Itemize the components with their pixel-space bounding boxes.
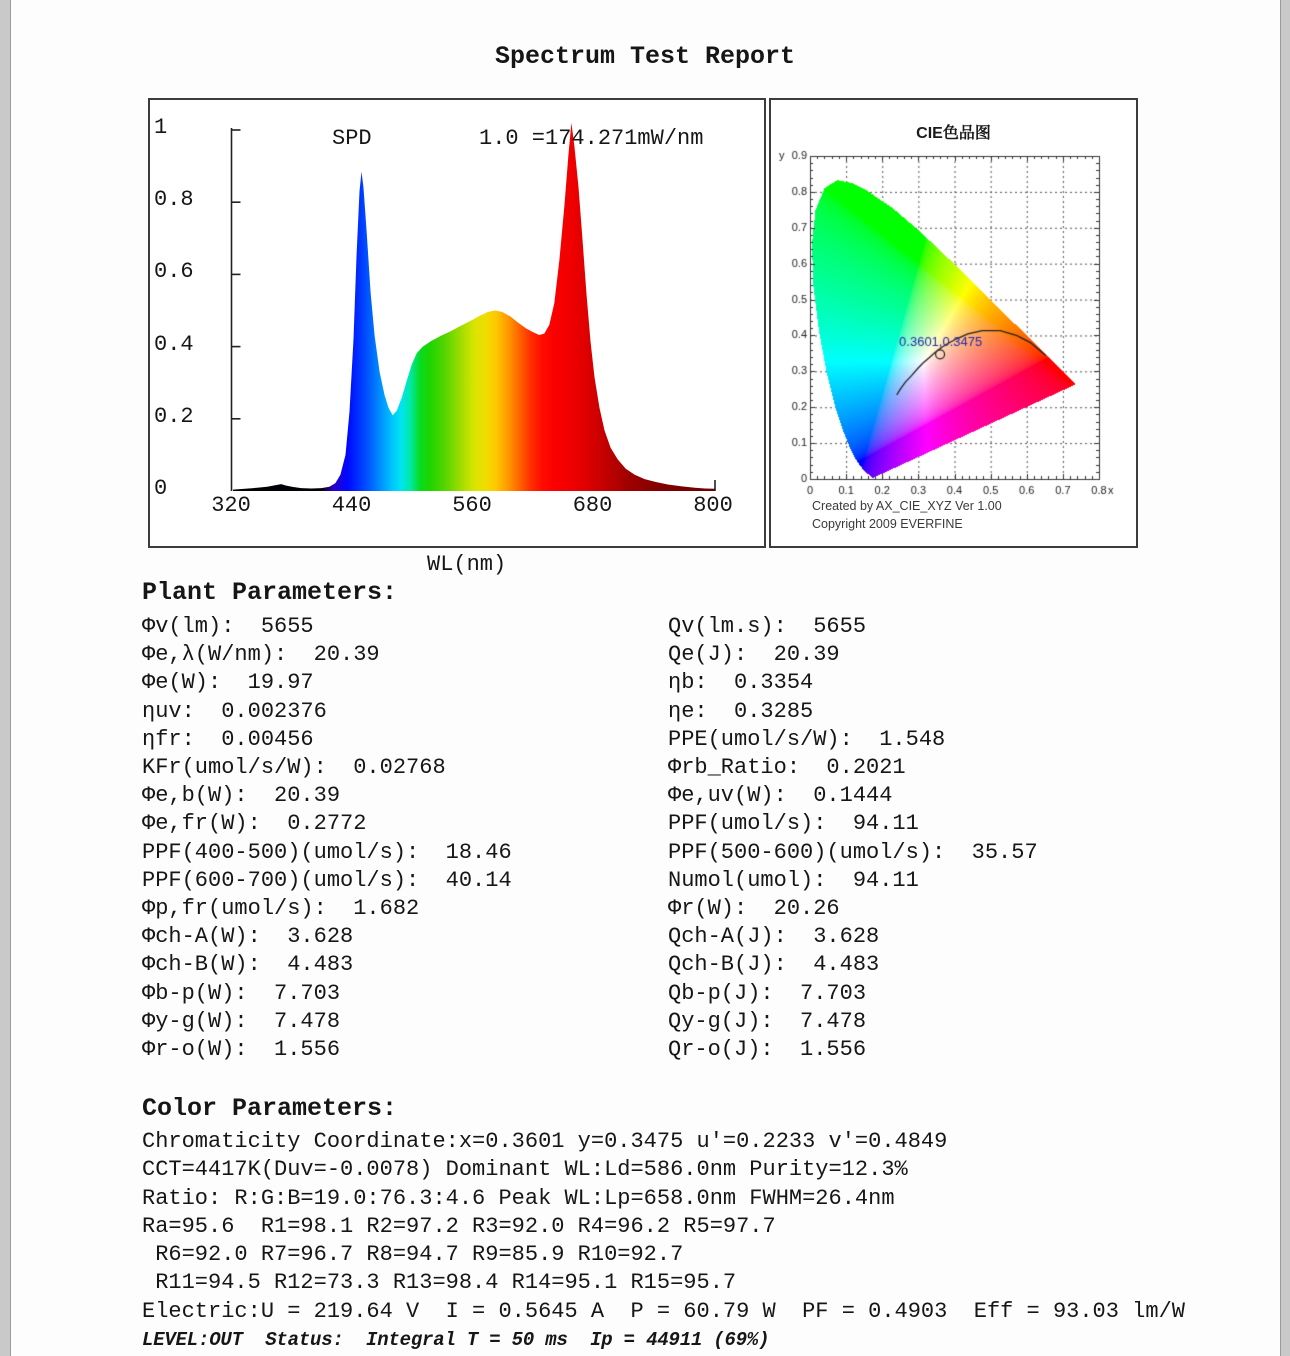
param-row: Qch-B(J): 4.483 [668, 952, 880, 978]
cie-chart [769, 98, 1138, 548]
param-row: Numol(umol): 94.11 [668, 867, 919, 893]
param-row: Φe,fr(W): 0.2772 [142, 811, 367, 837]
param-row: Φe,λ(W/nm): 20.39 [142, 642, 380, 668]
cie-credit-line: Created by AX_CIE_XYZ Ver 1.00 [812, 499, 1002, 513]
color-param-line: R11=94.5 R12=73.3 R13=98.4 R14=95.1 R15=95.7 [142, 1270, 737, 1296]
param-row: ηe: 0.3285 [668, 698, 814, 724]
param-row: ηb: 0.3354 [668, 670, 814, 696]
spd-x-axis-title: WL(nm) [427, 552, 507, 577]
param-row: ηuv: 0.002376 [142, 698, 327, 724]
spd-y-tick-label: 0.6 [154, 259, 194, 285]
spd-x-tick-label: 800 [693, 493, 733, 518]
param-row: Φch-A(W): 3.628 [142, 924, 354, 950]
color-param-line: Electric:U = 219.64 V I = 0.5645 A P = 60.79 W PF = 0.4903 Eff = 93.03 lm/W [142, 1298, 1185, 1324]
spd-y-tick-label: 0 [154, 476, 168, 501]
spd-series-label: SPD [332, 126, 372, 151]
spd-y-tick-label: 1 [154, 115, 168, 140]
color-param-line: R6=92.0 R7=96.7 R8=94.7 R9=85.9 R10=92.7 [142, 1242, 684, 1267]
cie-title: CIE色品图 [916, 125, 991, 142]
param-row: PPF(umol/s): 94.11 [668, 811, 919, 837]
param-row: PPF(500-600)(umol/s): 35.57 [668, 839, 1038, 865]
param-row: PPF(400-500)(umol/s): 18.46 [142, 839, 512, 865]
param-row: Φr(W): 20.26 [668, 896, 840, 922]
page-left-edge [0, 0, 11, 1356]
param-row: Φrb_Ratio: 0.2021 [668, 755, 906, 781]
color-param-line: Ratio: R:G:B=19.0:76.3:4.6 Peak WL:Lp=658.0nm FWHM=26.4nm [142, 1185, 895, 1211]
cie-copyright-line: Copyright 2009 EVERFINE [812, 517, 963, 531]
spd-x-tick-label: 560 [452, 493, 492, 518]
spd-x-tick-label: 320 [211, 493, 251, 518]
param-row: Φv(lm): 5655 [142, 614, 314, 639]
color-param-line: CCT=4417K(Duv=-0.0078) Dominant WL:Ld=586.0nm Purity=12.3% [142, 1157, 908, 1183]
param-row: Φr-o(W): 1.556 [142, 1037, 341, 1063]
cie-plot [771, 100, 1136, 546]
param-row: Qy-g(J): 7.478 [668, 1008, 867, 1034]
param-row: Φch-B(W): 4.483 [142, 952, 354, 978]
spd-plot [150, 100, 764, 546]
param-row: ηfr: 0.00456 [142, 726, 314, 752]
param-row: Φe,b(W): 20.39 [142, 783, 341, 809]
color-parameters-lines [142, 1128, 1185, 1354]
spd-scale-label: 1.0 =174.271mW/nm [479, 126, 704, 151]
param-row: Φe,uv(W): 0.1444 [668, 783, 893, 809]
spd-y-tick-label: 0.8 [154, 187, 194, 213]
spd-y-tick-label: 0.4 [154, 331, 194, 357]
spd-x-tick-label: 440 [331, 493, 372, 518]
color-param-line: Ra=95.6 R1=98.1 R2=97.2 R3=92.0 R4=96.2 R5=97.7 [142, 1213, 776, 1239]
param-row: Φe(W): 19.97 [142, 670, 314, 696]
param-row: Qv(lm.s): 5655 [668, 614, 867, 639]
plant-parameters-left-column [142, 613, 512, 1064]
spd-chart [148, 98, 766, 548]
color-param-line: Chromaticity Coordinate:x=0.3601 y=0.3475 u'=0.2233 v'=0.4849 [142, 1129, 948, 1154]
param-row: Qch-A(J): 3.628 [668, 924, 880, 950]
page-right-edge [1280, 0, 1290, 1356]
param-row: Φp,fr(umol/s): 1.682 [142, 896, 420, 922]
spd-x-tick-label: 680 [572, 493, 613, 518]
param-row: Φy-g(W): 7.478 [142, 1008, 341, 1034]
param-row: KFr(umol/s/W): 0.02768 [142, 755, 446, 781]
page-title: Spectrum Test Report [494, 42, 796, 71]
plant-parameters-right-column [668, 613, 1038, 1064]
param-row: Qb-p(J): 7.703 [668, 980, 867, 1006]
spd-y-tick-label: 0.2 [154, 403, 194, 429]
plant-parameters-heading: Plant Parameters: [142, 578, 398, 607]
param-row: PPE(umol/s/W): 1.548 [668, 726, 946, 752]
param-row: Φb-p(W): 7.703 [142, 980, 341, 1006]
param-row: Qe(J): 20.39 [668, 642, 840, 668]
param-row: PPF(600-700)(umol/s): 40.14 [142, 867, 512, 893]
status-line: LEVEL:OUT Status: Integral T = 50 ms Ip = 44911 (69%) [142, 1328, 770, 1351]
color-parameters-heading: Color Parameters: [142, 1094, 398, 1123]
param-row: Qr-o(J): 1.556 [668, 1037, 867, 1063]
spd-spectrum-area [233, 123, 715, 491]
